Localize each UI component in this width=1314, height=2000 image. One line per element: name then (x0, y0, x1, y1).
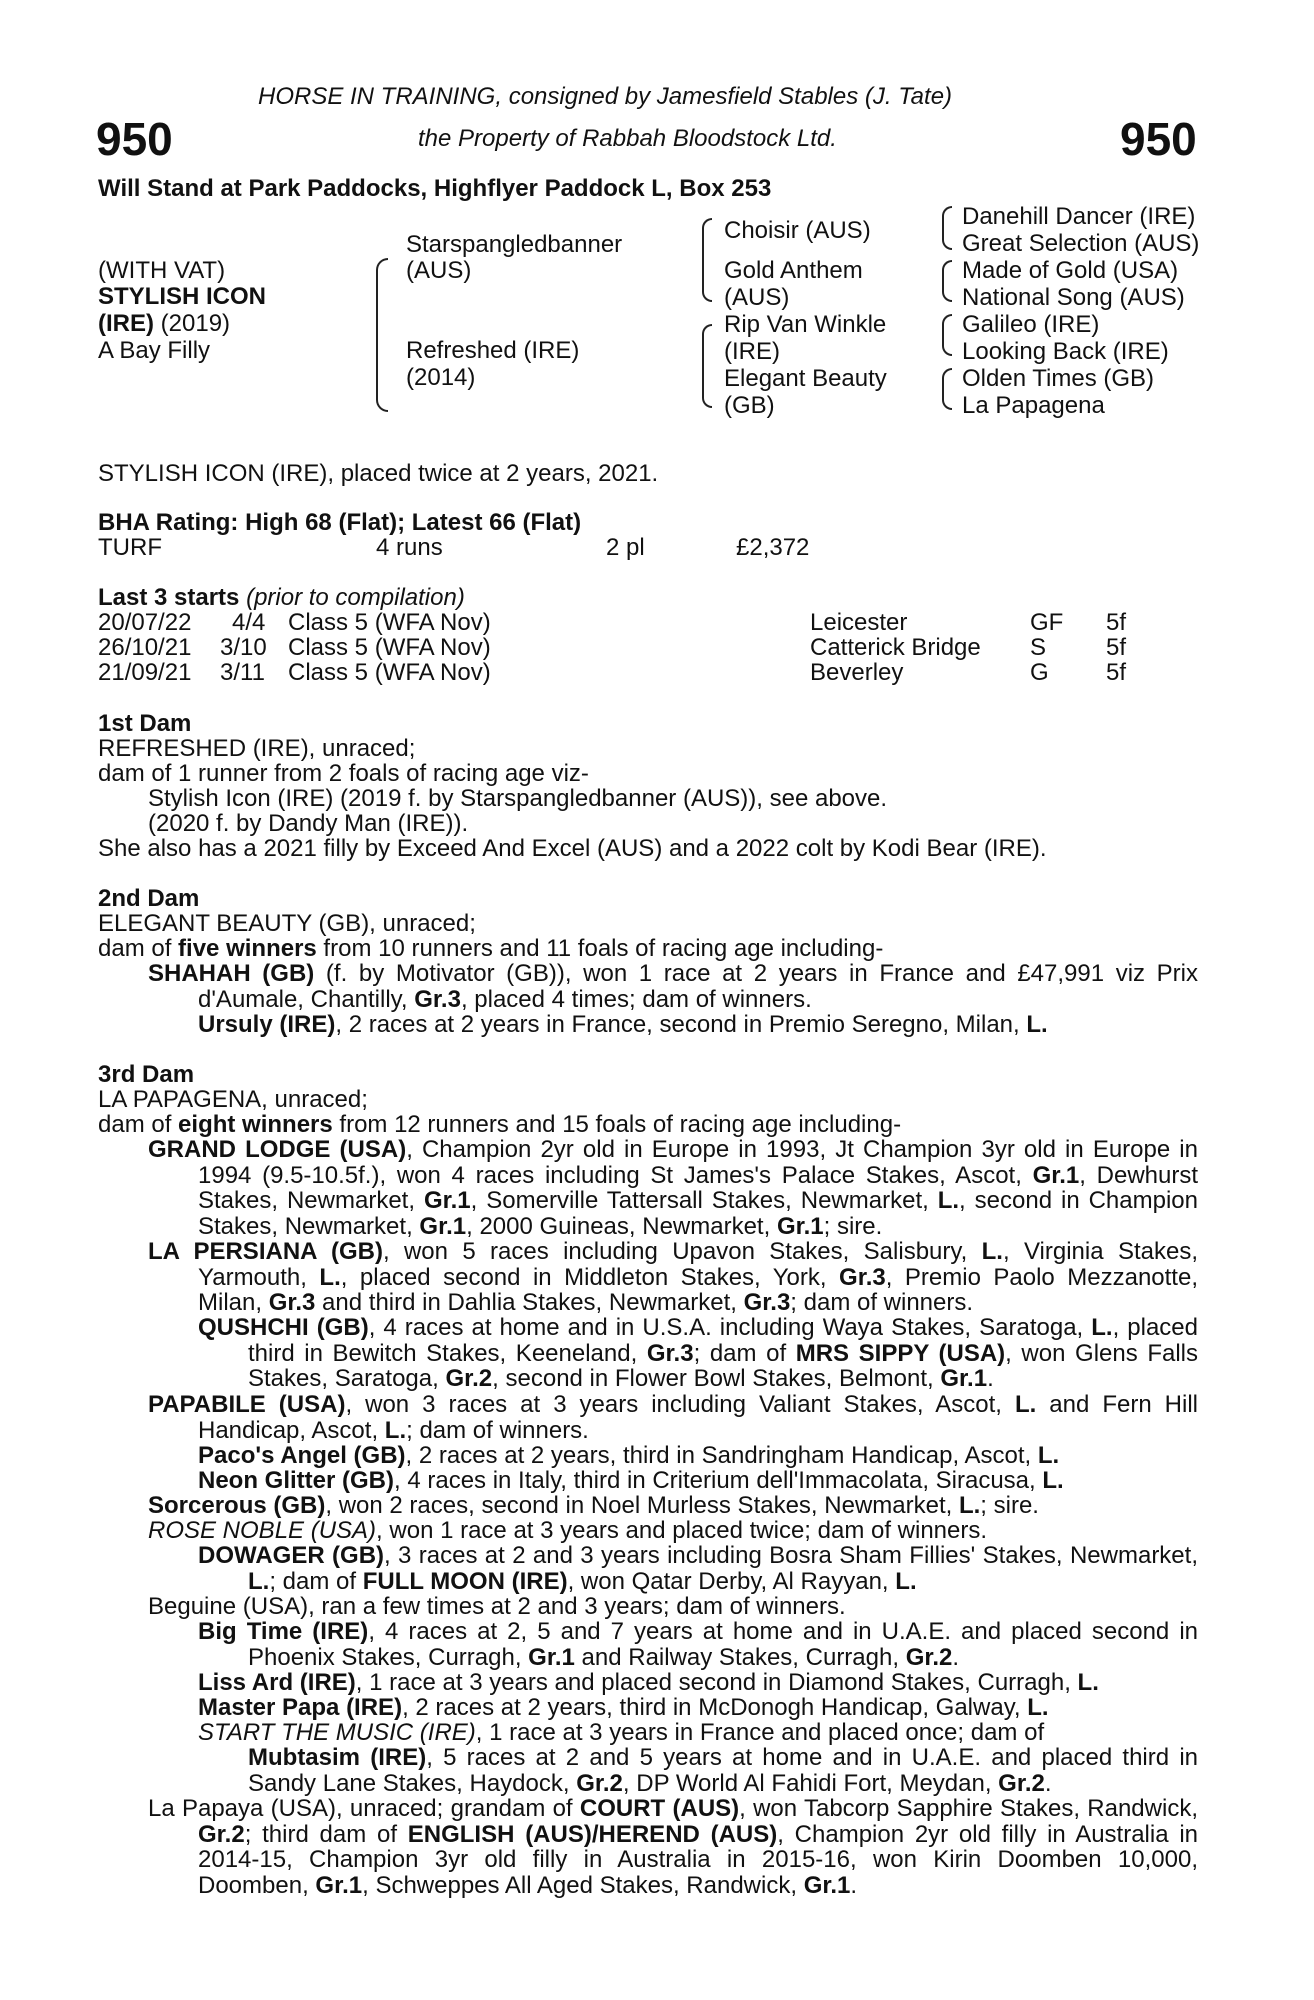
start-distance: 5f (1106, 634, 1127, 661)
gen4-item: Made of Gold (USA) (962, 257, 1179, 284)
dam1-line: Stylish Icon (IRE) (2019 f. by Starspangledbanner (AUS)), see above. (148, 785, 888, 812)
gen4-item: Great Selection (AUS) (962, 230, 1200, 257)
dam3-entry-neon-glitter: Neon Glitter (GB), 4 races in Italy, third in Criterium dell'Immacolata, Siracusa, L. (198, 1467, 1064, 1494)
sire-country: (AUS) (406, 257, 472, 284)
start-date: 21/09/21 (98, 659, 192, 686)
dam3-entry-qushchi: QUSHCHI (GB), 4 races at home and in U.S.A. including Waya Stakes, Saratoga, L., placed third in Bewitch Stakes, Keeneland, Gr.3; dam of MRS SIPPY (USA), won Glens Falls Stakes, Saratoga, Gr.2, second in Flower Bowl Stakes, Belmont, Gr.1. (198, 1314, 1199, 1392)
start-position: 3/10 (220, 634, 267, 661)
gen4-item: La Papagena (962, 392, 1105, 419)
starts-heading-note: (prior to compilation) (239, 584, 465, 611)
dam3-entry-beguine: Beguine (USA), ran a few times at 2 and 3 years; dam of winners. (148, 1593, 846, 1620)
brace-gen1 (376, 258, 388, 412)
dam3-entry-papabile: PAPABILE (USA), won 3 races at 3 years including Valiant Stakes, Ascot, L. and Fern Hill Handicap, Ascot, L.; dam of winners. (148, 1391, 1199, 1444)
dam1-line: dam of 1 runner from 2 foals of racing age viz- (98, 760, 589, 787)
sire-name: Starspangledbanner (406, 231, 623, 258)
brace-gen3 (942, 206, 952, 250)
start-position: 4/4 (232, 609, 266, 636)
dam3-entry-mubtasim: Mubtasim (IRE), 5 races at 2 and 5 years at home and in U.A.E. and placed third in Sandy Lane Stakes, Haydock, Gr.2, DP World Al Fahidi Fort, Meydan, Gr.2. (248, 1744, 1198, 1797)
dam3-line: LA PAPAGENA, unraced; (98, 1086, 368, 1113)
rating-runs: 4 runs (376, 534, 443, 561)
stabling-line: Will Stand at Park Paddocks, Highflyer Paddock L, Box 253 (98, 175, 772, 202)
dam3-heading: 3rd Dam (98, 1061, 195, 1088)
gen3-item: Choisir (AUS) (724, 217, 871, 244)
horse-name-line2 (98, 311, 230, 337)
dam1-line: She also has a 2021 filly by Exceed And Excel (AUS) and a 2022 colt by Kodi Bear (IRE). (98, 835, 1047, 862)
gen4-item: National Song (AUS) (962, 284, 1185, 311)
gen4-item: Looking Back (IRE) (962, 338, 1169, 365)
start-race: Class 5 (WFA Nov) (288, 609, 491, 636)
start-going: G (1030, 659, 1049, 686)
dam3-line: dam of eight winners from 12 runners and 15 foals of racing age including- (98, 1111, 902, 1138)
start-position: 3/11 (220, 659, 265, 686)
start-race: Class 5 (WFA Nov) (288, 659, 491, 686)
start-course: Beverley (810, 659, 904, 686)
brace-gen2-sire (702, 218, 712, 302)
start-date: 20/07/22 (98, 609, 192, 636)
horse-country: (IRE) (98, 310, 154, 337)
dam3-entry-la-papaya: La Papaya (USA), unraced; grandam of COURT (AUS), won Tabcorp Sapphire Stakes, Randwick, Gr.2; third dam of ENGLISH (AUS)/HEREND (AUS), Champion 2yr old filly in Australia in 2014-15, Champion 3yr old filly in Australia in 2015-16, won Kirin Doomben 10,000, Doomben, Gr.1, Schweppes All Aged Stakes, Randwick, Gr.1. (148, 1795, 1199, 1899)
dam3-entry-la-persiana: LA PERSIANA (GB), won 5 races including Upavon Stakes, Salisbury, L., Virginia Stakes, Yarmouth, L., placed second in Middleton Stakes, York, Gr.3, Premio Paolo Mezzanotte, Milan, Gr.3 and third in Dahlia Stakes, Newmarket, Gr.3; dam of winners. (148, 1238, 1198, 1316)
horse-year: (2019) (154, 310, 231, 337)
lot-number-right: 950 (1120, 113, 1197, 165)
start-distance: 5f (1106, 659, 1127, 686)
dam2-entry: Ursuly (IRE), 2 races at 2 years in France, second in Premio Seregno, Milan, L. (198, 1011, 1048, 1038)
rating-surface: TURF (98, 534, 162, 561)
rating-heading: BHA Rating: High 68 (Flat); Latest 66 (Flat) (98, 509, 582, 536)
horse-description: A Bay Filly (98, 337, 211, 364)
gen4-item: Danehill Dancer (IRE) (962, 203, 1196, 230)
rating-earnings: £2,372 (736, 534, 810, 561)
brace-gen3 (942, 260, 952, 302)
rating-placings: 2 pl (606, 534, 645, 561)
dam3-entry-liss-ard: Liss Ard (IRE), 1 race at 3 years and placed second in Diamond Stakes, Curragh, L. (198, 1669, 1099, 1696)
dam3-entry-sorcerous: Sorcerous (GB), won 2 races, second in Noel Murless Stakes, Newmarket, L.; sire. (148, 1492, 1039, 1519)
brace-gen3 (942, 368, 952, 410)
start-going: S (1030, 634, 1047, 661)
gen4-item: Olden Times (GB) (962, 365, 1155, 392)
lot-number-left: 950 (96, 113, 173, 165)
start-course: Catterick Bridge (810, 634, 981, 661)
dam1-heading: 1st Dam (98, 710, 192, 737)
gen3-item: (IRE) (724, 338, 780, 365)
dam-year: (2014) (406, 364, 476, 391)
brace-gen3 (942, 314, 952, 356)
dam2-line: ELEGANT BEAUTY (GB), unraced; (98, 910, 476, 937)
dam3-entry-master-papa: Master Papa (IRE), 2 races at 2 years, third in McDonogh Handicap, Galway, L. (198, 1694, 1049, 1721)
dam3-entry-pacos-angel: Paco's Angel (GB), 2 races at 2 years, third in Sandringham Handicap, Ascot, L. (198, 1442, 1060, 1469)
dam3-entry-dowager: DOWAGER (GB), 3 races at 2 and 3 years including Bosra Sham Fillies' Stakes, Newmarket, L.; dam of FULL MOON (IRE), won Qatar Derby, Al Rayyan, L. (198, 1542, 1198, 1595)
consignment-line: HORSE IN TRAINING, consigned by Jamesfield Stables (J. Tate) (258, 83, 953, 110)
dam-name: Refreshed (IRE) (406, 337, 580, 364)
vat-note: (WITH VAT) (98, 257, 226, 284)
start-date: 26/10/21 (98, 634, 192, 661)
start-distance: 5f (1106, 609, 1127, 636)
start-going: GF (1030, 609, 1064, 636)
horse-name: STYLISH ICON (98, 283, 267, 310)
starts-heading-label: Last 3 starts (98, 584, 240, 611)
dam2-line: dam of five winners from 10 runners and 11 foals of racing age including- (98, 935, 884, 962)
property-line: the Property of Rabbah Bloodstock Ltd. (418, 125, 837, 152)
dam1-line: (2020 f. by Dandy Man (IRE)). (148, 810, 469, 837)
dam3-entry-rose-noble: ROSE NOBLE (USA), won 1 race at 3 years and placed twice; dam of winners. (148, 1517, 988, 1544)
starts-heading (98, 585, 465, 611)
dam3-entry-grand-lodge: GRAND LODGE (USA), Champion 2yr old in Europe in 1993, Jt Champion 3yr old in Europe in 1994 (9.5-10.5f.), won 4 races including St James's Palace Stakes, Ascot, Gr.1, Dewhurst Stakes, Newmarket, Gr.1, Somerville Tattersall Stakes, Newmarket, L., second in Champion Stakes, Newmarket, Gr.1, 2000 Guineas, Newmarket, Gr.1; sire. (148, 1136, 1199, 1240)
gen4-item: Galileo (IRE) (962, 311, 1100, 338)
brace-gen2-dam (702, 324, 712, 408)
dam2-entry: SHAHAH (GB) (f. by Motivator (GB)), won 1 race at 2 years in France and £47,991 viz Prix d'Aumale, Chantilly, Gr.3, placed 4 times; dam of winners. (148, 960, 1199, 1013)
gen3-item: (AUS) (724, 284, 790, 311)
dam3-entry-big-time: Big Time (IRE), 4 races at 2, 5 and 7 years at home and in U.A.E. and placed second in Phoenix Stakes, Curragh, Gr.1 and Railway Stakes, Curragh, Gr.2. (198, 1618, 1198, 1671)
race-summary: STYLISH ICON (IRE), placed twice at 2 years, 2021. (98, 460, 659, 487)
start-course: Leicester (810, 609, 908, 636)
gen3-item: Gold Anthem (724, 257, 863, 284)
dam2-heading: 2nd Dam (98, 885, 200, 912)
gen3-item: (GB) (724, 392, 775, 419)
dam3-entry-start-the-music: START THE MUSIC (IRE), 1 race at 3 years in France and placed once; dam of (198, 1719, 1045, 1746)
gen3-item: Elegant Beauty (724, 365, 887, 392)
dam1-line: REFRESHED (IRE), unraced; (98, 735, 416, 762)
start-race: Class 5 (WFA Nov) (288, 634, 491, 661)
gen3-item: Rip Van Winkle (724, 311, 887, 338)
